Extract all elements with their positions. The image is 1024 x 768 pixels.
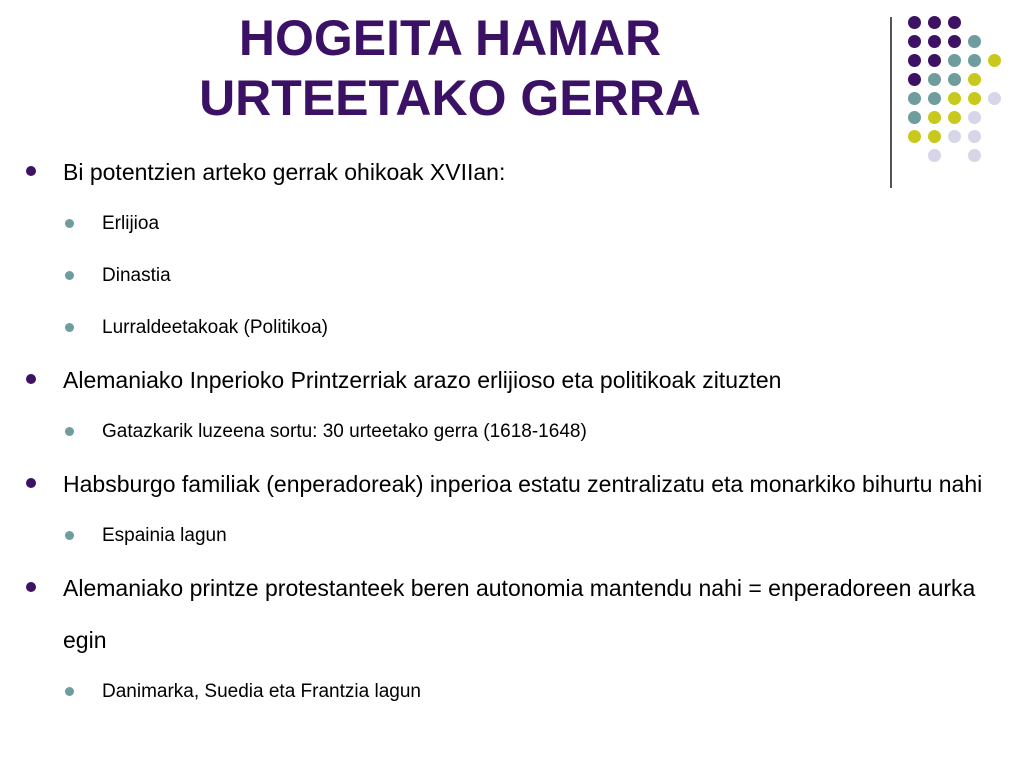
sub-bullet-item — [26, 510, 986, 562]
bullet-list — [26, 146, 986, 718]
decor-dot — [948, 92, 961, 105]
sub-bullet-item — [26, 250, 986, 302]
bullet-item — [26, 562, 986, 666]
decor-dot — [988, 92, 1001, 105]
decor-dot — [988, 54, 1001, 67]
title-line-2: URTEETAKO GERRA — [199, 70, 701, 126]
decor-dot — [928, 92, 941, 105]
sub-bullet-dot-icon — [65, 271, 74, 280]
decor-dot — [948, 16, 961, 29]
sub-bullet-text: Espainia lagun — [102, 525, 227, 546]
bullet-dot-icon — [26, 478, 36, 488]
decor-dot — [948, 130, 961, 143]
bullet-text: Alemaniako printze protestanteek beren autonomia mantendu nahi = enperadoreen aurka egin — [63, 575, 976, 653]
sub-bullet-dot-icon — [65, 687, 74, 696]
decor-dot — [928, 16, 941, 29]
sub-bullet-text: Gatazkarik luzeena sortu: 30 urteetako gerra (1618-1648) — [102, 421, 587, 442]
bullet-item — [26, 354, 986, 406]
sub-bullet-text: Dinastia — [102, 265, 171, 286]
bullet-dot-icon — [26, 582, 36, 592]
decor-dot — [968, 73, 981, 86]
bullet-dot-icon — [26, 166, 36, 176]
decor-dot — [928, 54, 941, 67]
sub-bullet-dot-icon — [65, 531, 74, 540]
sub-bullet-dot-icon — [65, 427, 74, 436]
slide-title — [150, 8, 750, 128]
bullet-text: Bi potentzien arteko gerrak ohikoak XVIIan: — [63, 159, 506, 185]
decor-dot — [928, 35, 941, 48]
decor-dot — [908, 35, 921, 48]
decor-dot — [928, 111, 941, 124]
title-line-1: HOGEITA HAMAR — [238, 10, 662, 66]
decor-dot — [968, 111, 981, 124]
sub-bullet-item — [26, 406, 986, 458]
decor-dot — [948, 35, 961, 48]
decor-dot — [928, 130, 941, 143]
bullet-text: Habsburgo familiak (enperadoreak) inperioa estatu zentralizatu eta monarkiko bihurtu nahi — [63, 471, 983, 497]
bullet-dot-icon — [26, 374, 36, 384]
decor-dot — [968, 54, 981, 67]
sub-bullet-dot-icon — [65, 219, 74, 228]
decor-dot — [948, 54, 961, 67]
sub-bullet-item — [26, 198, 986, 250]
sub-bullet-text: Lurraldeetakoak (Politikoa) — [102, 317, 329, 338]
sub-bullet-dot-icon — [65, 323, 74, 332]
decor-dot — [908, 92, 921, 105]
decor-dot — [908, 130, 921, 143]
sub-bullet-text: Danimarka, Suedia eta Frantzia lagun — [102, 681, 421, 702]
decor-dot — [968, 35, 981, 48]
bullet-item — [26, 458, 986, 510]
bullet-item — [26, 146, 986, 198]
bullet-text: Alemaniako Inperioko Printzerriak arazo erlijioso eta politikoak zituzten — [63, 367, 782, 393]
decor-dot — [908, 111, 921, 124]
decor-dot — [908, 54, 921, 67]
sub-bullet-item — [26, 666, 986, 718]
decor-dot — [948, 73, 961, 86]
sub-bullet-item — [26, 302, 986, 354]
decor-dot — [908, 73, 921, 86]
decor-dot — [908, 16, 921, 29]
sub-bullet-text: Erlijioa — [102, 213, 160, 234]
decor-dot — [948, 111, 961, 124]
decor-dot — [968, 130, 981, 143]
decor-dot — [928, 73, 941, 86]
decor-dot — [968, 92, 981, 105]
